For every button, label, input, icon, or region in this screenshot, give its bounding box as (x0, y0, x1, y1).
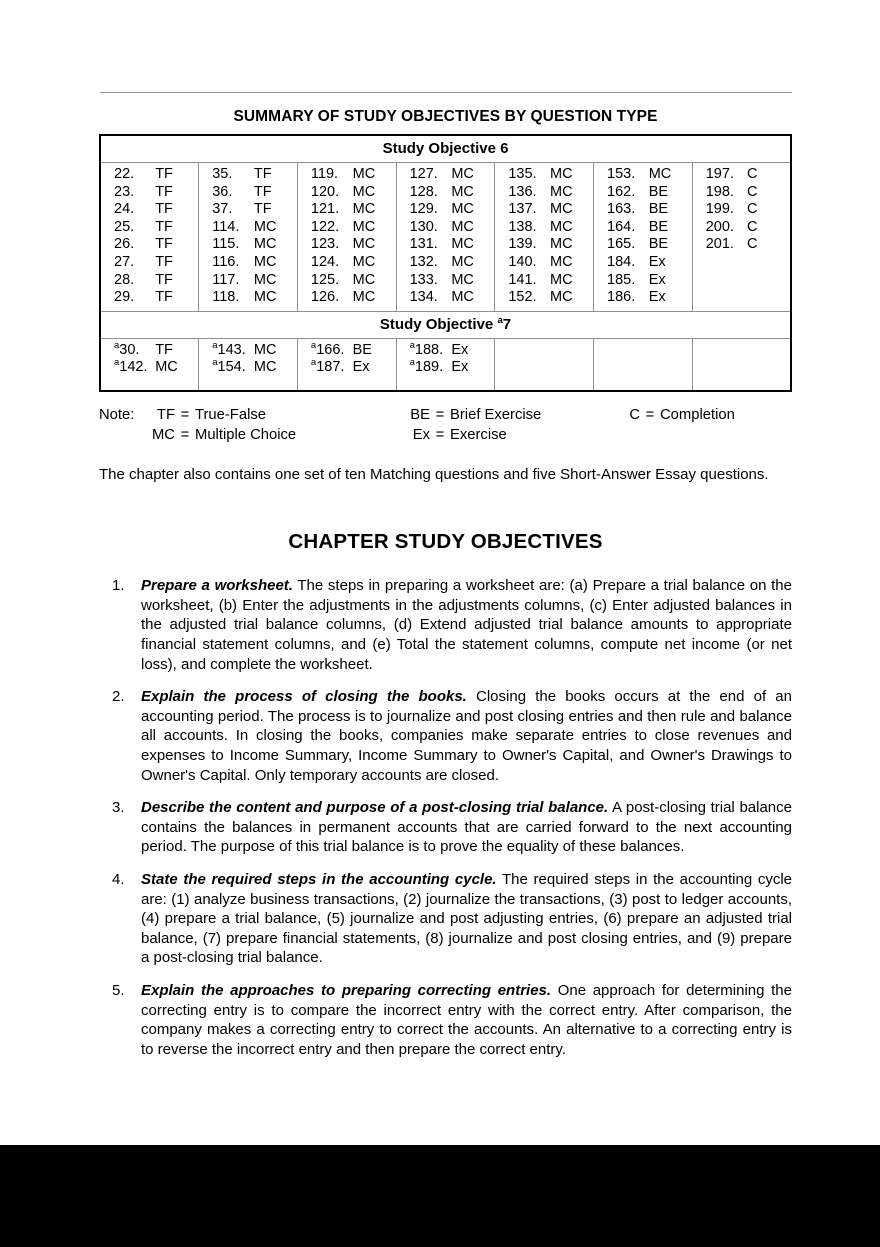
question-type: MC (253, 289, 277, 306)
question-number: 153. (607, 166, 636, 182)
question-number: 199. (705, 201, 734, 218)
objective7-column-2 (199, 338, 298, 391)
question-type: C (747, 218, 758, 235)
question-entry (298, 166, 396, 184)
question-type: MC (451, 166, 474, 182)
question-entry (298, 219, 396, 237)
question-number: 138. (508, 218, 537, 235)
question-number: $^a$188. (409, 339, 444, 358)
question-entry (298, 272, 396, 290)
legend-equals: = (435, 426, 445, 443)
question-entry (495, 219, 593, 237)
question-entry (495, 236, 593, 254)
header-divider-rule (100, 92, 792, 93)
question-type: MC (550, 271, 573, 288)
question-number: $^a$189. (409, 357, 444, 376)
question-type: BE (648, 183, 669, 200)
question-entry (101, 254, 198, 272)
question-superscript-marker: a (114, 339, 120, 351)
question-type: MC (253, 218, 277, 235)
question-number: 200. (705, 218, 734, 235)
question-number: 136. (508, 183, 537, 200)
question-superscript-marker: a (212, 357, 218, 369)
question-entry (693, 236, 790, 254)
objective7-column-3 (297, 338, 396, 391)
objective7-column-4 (396, 338, 495, 391)
question-entry (397, 184, 495, 202)
question-number: 37. (212, 201, 233, 218)
legend-expansion: Brief Exercise (450, 406, 542, 423)
question-entry (199, 184, 297, 202)
question-entry (693, 166, 790, 184)
objective7-column-7 (692, 338, 791, 391)
objective6-heading: Study Objective 6 (100, 135, 791, 163)
question-entry (693, 184, 790, 202)
question-type: MC (550, 218, 573, 235)
study-objectives-question-table (99, 134, 792, 392)
matching-questions-paragraph: The chapter also contains one set of ten Matching questions and five Short-Answer Essay questions. (99, 465, 769, 483)
question-type: C (747, 166, 758, 182)
question-entry (101, 236, 198, 254)
question-number: 130. (409, 218, 438, 235)
question-type: TF (253, 166, 272, 182)
question-number: 184. (607, 253, 636, 270)
question-number: 120. (310, 183, 340, 200)
question-entry (101, 184, 198, 202)
question-number: 152. (508, 289, 537, 306)
question-entry (495, 166, 593, 184)
question-entry (101, 289, 198, 307)
question-entry (594, 184, 692, 202)
question-type: MC (155, 359, 178, 376)
question-number: 124. (310, 253, 340, 270)
question-type: MC (352, 218, 376, 235)
question-entry (397, 254, 495, 272)
question-type: MC (352, 166, 376, 182)
question-type: Ex (648, 289, 666, 306)
question-number: 117. (212, 271, 240, 288)
question-number: 162. (607, 183, 636, 200)
question-type: TF (155, 201, 173, 218)
question-entry (594, 166, 692, 184)
question-entry (397, 289, 495, 307)
question-number: 122. (310, 218, 340, 235)
question-entry (594, 272, 692, 290)
question-type: TF (155, 289, 173, 306)
question-entry (495, 272, 593, 290)
objective-number: 2. (112, 688, 125, 706)
question-entry (199, 166, 297, 184)
question-entry (101, 219, 198, 237)
question-entry (199, 289, 297, 307)
question-type: MC (253, 359, 277, 376)
question-superscript-marker: a (212, 339, 218, 351)
question-superscript-marker: a (310, 357, 317, 369)
objective7-column-1 (100, 338, 199, 391)
question-entry (298, 254, 396, 272)
question-type: MC (648, 166, 672, 182)
objective-lead-in: Describe the content and purpose of a post-closing trial balance. (141, 799, 609, 817)
question-number: 116. (212, 253, 240, 270)
empty-cell (495, 342, 593, 360)
question-entry (495, 289, 593, 307)
legend-abbr: C (629, 406, 640, 423)
empty-cell (594, 342, 692, 360)
question-type: TF (155, 166, 173, 182)
objective-body-text: The required steps in the accounting cycle are: (1) analyze business transactions, (2) journalize the transactions, (3) post to ledger accounts, (4) prepare a trial balance, (5) journalize and post adjusting entries, (6) prepare an adjusted trial balance, (7) prepare financial statements, (8) journalize and post closing entries, and (9) prepare a post-closing trial balance. (141, 870, 793, 967)
objective7-heading-number: 7 (502, 315, 512, 333)
question-type: TF (155, 236, 173, 253)
question-type: Ex (648, 271, 666, 288)
question-type: MC (451, 201, 474, 218)
legend-abbr: Ex (412, 426, 430, 443)
study-objective-item (99, 576, 792, 674)
question-entry (594, 289, 692, 307)
objective-body-text: The steps in preparing a worksheet are: (a) Prepare a trial balance on the worksheet, (b) Enter the adjustments in the adjustments columns, (c) Enter adjusted balances in the adjusted trial balance columns, (d) Extend adjusted trial balance amounts to appropriate financial statement columns, and (e) Total the statement columns, compute net income (or net loss), and complete the worksheet. (141, 577, 792, 673)
objective-number: 4. (112, 870, 125, 888)
question-type: Ex (352, 359, 370, 376)
question-number: $^a$187. (310, 357, 345, 376)
question-entry (397, 272, 495, 290)
legend-entry-mc (145, 425, 400, 445)
question-superscript-marker: a (310, 339, 317, 351)
question-number: 163. (607, 201, 636, 218)
objective7-heading-superscript: a (497, 314, 503, 326)
question-number: 36. (212, 183, 233, 200)
question-number: 27. (114, 253, 135, 270)
question-number: 118. (212, 289, 240, 306)
question-type: MC (352, 271, 376, 288)
question-number: 132. (409, 253, 438, 270)
question-entry (397, 201, 495, 219)
study-objective-item (99, 798, 792, 857)
page-content (99, 108, 792, 1072)
question-number: 121. (310, 201, 340, 218)
objective-lead-in: Explain the approaches to preparing correcting entries. (141, 981, 552, 999)
question-entry (495, 254, 593, 272)
question-number: 141. (508, 271, 537, 288)
legend-expansion: Multiple Choice (195, 426, 297, 443)
objective-lead-in: Explain the process of closing the books. (141, 688, 467, 706)
objective7-heading-prefix: Study Objective (379, 315, 498, 333)
question-type: TF (155, 271, 173, 288)
objective6-data-row (100, 163, 791, 312)
objective6-column-3 (297, 163, 396, 312)
objective7-header-row (100, 311, 791, 338)
question-number: 23. (114, 183, 135, 200)
question-entry (298, 184, 396, 202)
question-type: MC (550, 236, 573, 253)
objective-lead-in: State the required steps in the accounting cycle. (141, 870, 497, 888)
question-number: 140. (508, 253, 537, 270)
legend-abbr: TF (156, 406, 175, 423)
question-type: TF (155, 253, 173, 270)
question-type: C (747, 201, 758, 218)
question-number: $^a$154. (212, 357, 246, 376)
empty-cell (693, 342, 790, 360)
question-type: MC (550, 201, 573, 218)
objective-lead-in: Prepare a worksheet. (141, 577, 293, 595)
question-entry (298, 289, 396, 307)
question-type: MC (352, 236, 376, 253)
question-entry (199, 219, 297, 237)
study-objective-item (99, 870, 792, 968)
question-number: 198. (705, 183, 734, 200)
question-superscript-marker: a (409, 339, 415, 351)
objective6-header-row (100, 135, 791, 163)
question-entry (594, 201, 692, 219)
question-number: 129. (409, 201, 438, 218)
question-type: MC (253, 236, 277, 253)
question-number: 22. (114, 166, 135, 182)
question-entry (397, 359, 495, 377)
objective7-heading (100, 311, 791, 338)
question-number: 35. (212, 166, 233, 182)
legend-entry-c (610, 405, 790, 425)
question-entry (594, 236, 692, 254)
objective7-column-5 (495, 338, 594, 391)
objective-number: 1. (112, 577, 125, 595)
question-type: MC (451, 253, 474, 270)
question-entry (101, 166, 198, 184)
objective6-column-4 (396, 163, 495, 312)
question-entry (298, 236, 396, 254)
page-title: SUMMARY OF STUDY OBJECTIVES BY QUESTION TYPE (233, 108, 658, 125)
legend-expansion: Completion (660, 406, 735, 423)
question-type: Ex (648, 253, 666, 270)
legend-note-block (99, 405, 792, 445)
question-type: MC (253, 253, 277, 270)
question-type: Ex (451, 341, 469, 358)
question-type: MC (451, 218, 474, 235)
question-number: 185. (607, 271, 636, 288)
question-type: MC (550, 289, 573, 306)
question-entry (594, 254, 692, 272)
question-type: MC (550, 166, 573, 182)
question-type: BE (352, 341, 372, 358)
question-type: MC (451, 183, 474, 200)
question-entry (199, 254, 297, 272)
legend-entry-tf (145, 405, 400, 425)
question-number: 165. (607, 236, 636, 253)
objective6-column-6 (594, 163, 693, 312)
legend-row (99, 425, 792, 445)
chapter-study-objectives-title: CHAPTER STUDY OBJECTIVES (288, 530, 603, 554)
question-type: C (747, 183, 758, 200)
question-number: 114. (212, 218, 240, 235)
question-number: 131. (409, 236, 438, 253)
legend-row (99, 405, 792, 425)
question-number: 135. (508, 166, 537, 182)
question-superscript-marker: a (114, 357, 120, 369)
question-type: MC (550, 253, 573, 270)
question-number: 164. (607, 218, 636, 235)
question-entry (101, 201, 198, 219)
question-entry (594, 219, 692, 237)
question-type: MC (352, 201, 376, 218)
question-entry (397, 166, 495, 184)
question-entry (298, 359, 396, 377)
question-number: 127. (409, 166, 438, 182)
question-number: 186. (607, 289, 636, 306)
question-superscript-marker: a (409, 357, 415, 369)
question-number: 24. (114, 201, 135, 218)
question-number: 134. (409, 289, 438, 306)
question-type: C (747, 236, 758, 253)
question-number: 125. (310, 271, 340, 288)
question-number: 29. (114, 289, 135, 306)
objective6-column-1 (100, 163, 199, 312)
question-type: MC (451, 271, 474, 288)
question-entry (199, 359, 297, 377)
question-number: $^a$166. (310, 339, 345, 358)
question-number: 126. (310, 289, 340, 306)
question-number: 137. (508, 201, 537, 218)
question-number: 197. (705, 166, 734, 182)
question-type: MC (352, 253, 376, 270)
legend-equals: = (180, 426, 190, 443)
question-entry (199, 272, 297, 290)
objective-number: 3. (112, 799, 125, 817)
question-number: 28. (114, 271, 135, 288)
question-entry (298, 201, 396, 219)
objective7-data-row (100, 338, 791, 391)
chapter-objectives-list (99, 576, 792, 1059)
question-type: MC (352, 183, 376, 200)
question-entry (101, 359, 198, 377)
objective-body-text: Closing the books occurs at the end of an accounting period. The process is to journalize and post closing entries and then rule and balance all accounts. In closing the books, companies make separate entries to close revenues and expenses to Income Summary, Income Summary to Owner's Capital, and Owner's Drawings to Owner's Capital. Only temporary accounts are closed. (141, 688, 792, 784)
legend-expansion: True-False (195, 406, 266, 423)
question-type: MC (253, 341, 277, 358)
question-entry (495, 184, 593, 202)
legend-abbr: BE (410, 406, 430, 423)
question-number: $^a$142. (114, 357, 148, 376)
legend-equals: = (645, 406, 655, 423)
question-entry (397, 219, 495, 237)
legend-abbr: MC (151, 426, 175, 443)
question-entry (495, 201, 593, 219)
question-type: TF (155, 183, 173, 200)
objective-body-text: One approach for determining the correcting entry is to compare the incorrect entry with the correct entry. After comparison, the company makes a correcting entry to correct the accounts. An alternative to a correcting entry is to reverse the incorrect entry and then prepare the correct entry. (141, 981, 792, 1058)
question-number: $^a$30. (114, 339, 140, 358)
question-number: 123. (310, 236, 340, 253)
legend-equals: = (180, 406, 190, 423)
question-entry (199, 236, 297, 254)
legend-expansion: Exercise (450, 426, 507, 443)
question-number: 139. (508, 236, 537, 253)
question-number: 201. (705, 236, 734, 253)
question-type: MC (451, 289, 474, 306)
legend-entry-be (400, 405, 610, 425)
question-type: TF (253, 183, 272, 200)
page-bottom-black-band (0, 1145, 880, 1247)
question-entry (693, 201, 790, 219)
question-type: TF (155, 218, 173, 235)
objective6-column-5 (495, 163, 594, 312)
question-type: TF (155, 341, 173, 358)
study-objective-item (99, 687, 792, 785)
question-entry (101, 272, 198, 290)
note-label: Note: (99, 406, 135, 423)
question-number: 25. (114, 218, 135, 235)
objective7-column-6 (594, 338, 693, 391)
question-type: MC (352, 289, 376, 306)
question-number: 128. (409, 183, 438, 200)
question-number: 115. (212, 236, 240, 253)
question-number: 119. (310, 166, 339, 182)
question-entry (199, 201, 297, 219)
question-type: BE (648, 218, 669, 235)
question-number: 133. (409, 271, 438, 288)
question-entry (397, 236, 495, 254)
legend-equals: = (435, 406, 445, 423)
question-type: BE (648, 236, 669, 253)
objective6-column-2 (199, 163, 298, 312)
question-type: Ex (451, 359, 469, 376)
question-number: 26. (114, 236, 135, 253)
question-entry (693, 219, 790, 237)
question-type: MC (550, 183, 573, 200)
question-type: MC (451, 236, 474, 253)
legend-entry-ex (400, 425, 610, 445)
question-type: TF (253, 201, 272, 218)
objective-body-text: A post-closing trial balance contains the balances in permanent accounts that are carried forward to the next accounting period. The purpose of this trial balance is to prove the equality of these balances. (141, 799, 792, 856)
objective6-column-7 (692, 163, 791, 312)
study-objective-item (99, 981, 792, 1059)
question-type: MC (253, 271, 277, 288)
question-number: $^a$143. (212, 339, 246, 358)
question-type: BE (648, 201, 669, 218)
objective-number: 5. (112, 981, 125, 999)
